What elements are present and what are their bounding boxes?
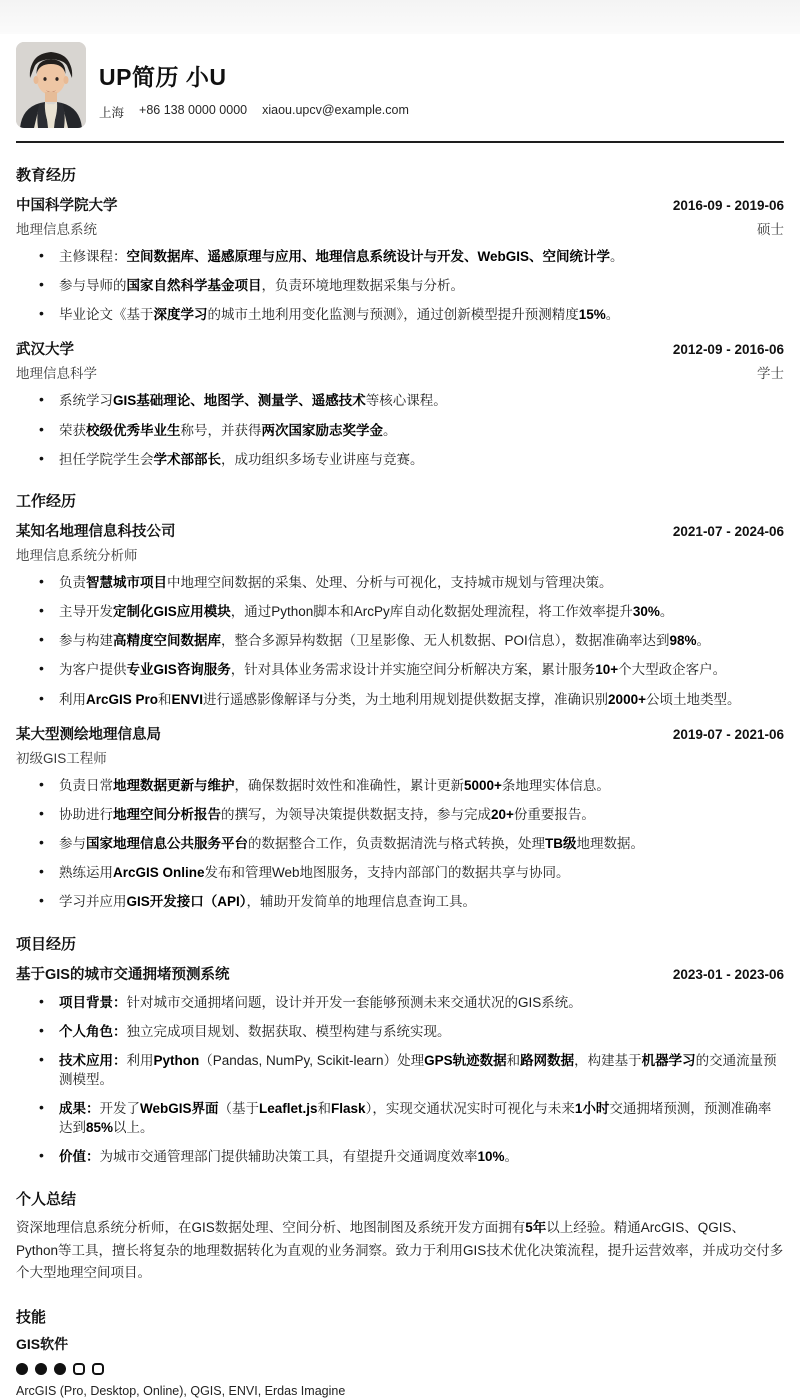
text-segment: 以上。	[113, 1120, 154, 1136]
text-segment: 。	[659, 604, 674, 620]
text-segment: 30%	[632, 604, 660, 620]
skill-group-name: GIS软件	[16, 1336, 69, 1353]
section-title: 教育经历	[16, 167, 77, 184]
skill-level-dot	[16, 1363, 28, 1375]
entry-header	[16, 338, 784, 359]
text-segment: 协助进行	[59, 806, 113, 822]
entry-title: 某知名地理信息科技公司	[16, 523, 176, 540]
header-divider	[16, 141, 784, 143]
text-segment: 为城市交通管理部门提供辅助决策工具，有望提升交通调度效率	[99, 1149, 478, 1165]
bullet-list	[16, 776, 784, 912]
top-band	[0, 0, 800, 34]
text-segment: ，辅助开发简单的地理信息查询工具。	[246, 894, 477, 910]
section-title: 工作经历	[16, 492, 77, 510]
text-segment: 1小时	[574, 1101, 610, 1117]
text-segment: 的交通流量预测模型。	[59, 1052, 777, 1087]
text-segment: 熟练运用	[59, 865, 113, 881]
text-segment: 校级优秀毕业生	[86, 422, 181, 438]
text-segment: 路网数据	[520, 1052, 575, 1068]
header-text-group	[99, 42, 409, 128]
text-segment: Python	[153, 1052, 200, 1068]
bullet-item	[37, 276, 784, 295]
text-segment: 10%	[477, 1149, 505, 1165]
skill-level-dot	[35, 1363, 47, 1375]
text-segment: 10+	[595, 662, 619, 678]
section-title: 项目经历	[16, 935, 77, 953]
text-segment: ，通过Python脚本和ArcPy库自动化数据处理流程，将工作效率提升	[230, 604, 633, 620]
text-segment: 的城市土地利用变化监测与预测》，通过创新模型提升预测精度	[207, 307, 579, 323]
text-segment: 两次国家励志奖学金	[261, 422, 383, 438]
text-segment: 负责	[59, 574, 86, 590]
skill-level-indicator	[16, 1363, 784, 1375]
section-education	[16, 164, 784, 469]
text-segment: 以上经验。精通ArcGIS、QGIS、Python等工具，擅长将复杂的地理数据转化为直观的业务洞察。致力于利用GIS技术优化决策流程，提升运营效率，并成功交付多个大型地理空间项目。	[16, 1219, 784, 1281]
text-segment: TB级	[545, 836, 577, 852]
text-segment: 等核心课程。	[365, 393, 447, 409]
text-segment: 专业GIS咨询服务	[126, 662, 231, 678]
text-segment: 为客户提供	[59, 662, 127, 678]
bullet-item	[37, 776, 784, 795]
bullet-item	[37, 421, 784, 440]
text-segment: 系统学习	[59, 393, 113, 409]
entry-degree: 学士	[757, 366, 784, 382]
profile-photo	[16, 42, 86, 128]
text-segment: 的撰写，为领导决策提供数据支持，参与完成	[221, 806, 491, 822]
entry-header	[16, 963, 784, 984]
skill-level-dot	[92, 1363, 104, 1375]
text-segment: ，确保数据时效性和准确性，累计更新	[234, 777, 464, 793]
bullet-list	[16, 247, 784, 324]
text-segment: 。	[610, 249, 624, 264]
entry-degree: 硕士	[757, 222, 784, 237]
skill-detail: ArcGIS (Pro, Desktop, Online), QGIS, ENVI, Erdas Imagine	[16, 1384, 346, 1398]
text-segment: 个大型政企客户。	[618, 662, 727, 678]
text-segment: 份重要报告。	[513, 806, 595, 822]
text-segment: 和	[158, 691, 172, 707]
text-segment: 负责日常	[59, 777, 113, 793]
text-segment: 地理空间分析报告	[113, 806, 221, 822]
text-segment: 国家自然科学基金项目	[126, 278, 262, 294]
text-segment: 针对城市交通拥堵问题，设计并开发一套能够预测未来交通状况的GIS系统。	[126, 994, 582, 1010]
text-segment: 和	[506, 1052, 521, 1068]
entry-subtitle-row	[16, 544, 784, 564]
text-segment: 荣获	[59, 422, 86, 438]
text-segment: ENVI	[171, 691, 204, 707]
text-segment: 个人角色：	[59, 1023, 127, 1039]
entry-sections	[16, 164, 784, 1167]
text-segment: ArcGIS Online	[113, 865, 205, 881]
bullet-item	[37, 863, 784, 882]
portrait-illustration	[16, 42, 86, 128]
text-segment: Leaflet.js	[259, 1101, 318, 1117]
entry-date: 2019-07 - 2021-06	[672, 726, 784, 742]
entry-subtitle-row	[16, 362, 784, 382]
text-segment: 成果：	[59, 1101, 100, 1117]
text-segment: 担任学院学生会	[59, 451, 154, 467]
resume-header	[16, 42, 784, 128]
text-segment: 主修课程：	[59, 249, 127, 264]
bullet-list	[16, 573, 784, 709]
entry	[16, 963, 784, 1167]
text-segment: 智慧城市项目	[86, 574, 167, 590]
text-segment: 5000+	[464, 777, 502, 793]
text-segment: 项目背景：	[59, 994, 127, 1010]
bullet-list	[16, 993, 784, 1167]
text-segment: 。	[383, 422, 397, 438]
text-segment: 和	[317, 1101, 332, 1117]
text-segment: 98%	[669, 633, 697, 649]
bullet-item	[37, 1147, 784, 1166]
entry-header	[16, 520, 784, 541]
text-segment: 高精度空间数据库	[113, 633, 221, 649]
bullet-item	[37, 834, 784, 853]
text-segment: 空间数据库、遥感原理与应用、地理信息系统设计与开发、WebGIS、空间统计学	[126, 249, 611, 264]
bullet-item	[37, 631, 784, 650]
section-projects	[16, 933, 784, 1167]
bullet-item	[37, 573, 784, 592]
entry-date: 2021-07 - 2024-06	[672, 523, 784, 539]
text-segment: （基于	[218, 1101, 260, 1117]
text-segment: 地理数据。	[576, 836, 644, 852]
text-segment: ，构建基于	[574, 1052, 642, 1068]
text-segment: 中地理空间数据的采集、处理、分析与可视化，支持城市规划与管理决策。	[167, 574, 613, 590]
entry-date: 2016-09 - 2019-06	[672, 198, 784, 213]
text-segment: 利用	[59, 691, 86, 707]
text-segment: 20+	[491, 806, 514, 822]
entry-date: 2023-01 - 2023-06	[672, 966, 784, 982]
text-segment: 5年	[525, 1219, 547, 1235]
bullet-item	[37, 247, 784, 266]
text-segment: 主导开发	[59, 604, 113, 620]
section-title: 技能	[16, 1309, 47, 1327]
text-segment: 参与构建	[59, 633, 113, 649]
entry-title: 中国科学院大学	[16, 198, 118, 214]
entry-subtitle: 地理信息系统	[16, 222, 97, 237]
bullet-item	[37, 391, 784, 410]
skill-level-dot	[54, 1363, 66, 1375]
bullet-item	[37, 892, 784, 911]
entry-header	[16, 194, 784, 215]
text-segment: 称号，并获得	[180, 422, 262, 438]
bullet-item	[37, 660, 784, 679]
section-work	[16, 490, 784, 912]
text-segment: WebGIS界面	[140, 1101, 219, 1117]
text-segment: ，成功组织多场专业讲座与竞赛。	[221, 451, 424, 467]
entry-title: 某大型测绘地理信息局	[16, 726, 161, 743]
text-segment: 国家地理信息公共服务平台	[86, 836, 248, 852]
text-segment: GIS基础理论、地图学、测量学、遥感技术	[113, 393, 366, 409]
text-segment: 参与	[59, 836, 86, 852]
skill-level-dot	[73, 1363, 85, 1375]
bullet-item	[37, 1051, 784, 1089]
bullet-item	[37, 805, 784, 824]
text-segment: ，负责环境地理数据采集与分析。	[261, 278, 464, 294]
text-segment: 深度学习	[153, 307, 208, 323]
text-segment: ，针对具体业务需求设计并实施空间分析解决方案，累计服务	[230, 662, 596, 678]
entry-subtitle: 地理信息系统分析师	[16, 547, 138, 563]
bullet-list	[16, 391, 784, 468]
bullet-item	[37, 690, 784, 709]
text-segment: 公顷土地类型。	[645, 691, 741, 707]
text-segment: 。	[504, 1149, 519, 1165]
entry	[16, 723, 784, 912]
text-segment: 利用	[126, 1052, 154, 1068]
entry-subtitle-row	[16, 747, 784, 767]
text-segment: 15%	[578, 307, 606, 323]
text-segment: 85%	[86, 1120, 114, 1136]
entry-subtitle: 地理信息科学	[16, 366, 97, 382]
text-segment: 资深地理信息系统分析师，在GIS数据处理、空间分析、地图制图及系统开发方面拥有	[16, 1219, 526, 1235]
text-segment: 毕业论文《基于	[59, 307, 154, 323]
text-segment: ArcGIS Pro	[86, 691, 159, 707]
text-segment: 。	[696, 633, 711, 649]
entry	[16, 338, 784, 468]
text-segment: 发布和管理Web地图服务，支持内部部门的数据共享与协同。	[204, 865, 570, 881]
entry	[16, 194, 784, 324]
section-title: 个人总结	[16, 1190, 77, 1208]
entry-header	[16, 723, 784, 744]
section-summary	[16, 1188, 784, 1286]
entry-date: 2012-09 - 2016-06	[672, 342, 784, 358]
text-segment: ），实现交通状况实时可视化与未来	[365, 1101, 575, 1117]
text-segment: （Pandas, NumPy, Scikit-learn）处理	[199, 1052, 425, 1068]
text-segment: GIS开发接口（API）	[126, 894, 247, 910]
contact-row	[99, 103, 409, 121]
entry	[16, 520, 784, 709]
section-skills	[16, 1306, 784, 1398]
text-segment: 学术部部长	[153, 451, 221, 467]
summary-paragraph	[16, 1217, 784, 1286]
text-segment: 的数据整合工作，负责数据清洗与格式转换，处理	[248, 836, 545, 852]
entry-title: 基于GIS的城市交通拥堵预测系统	[16, 966, 230, 983]
contact-location: 上海	[99, 106, 125, 120]
text-segment: GPS轨迹数据	[424, 1052, 507, 1068]
text-segment: 定制化GIS应用模块	[113, 604, 231, 620]
text-segment: 交通拥堵预测，预测准确率达到	[59, 1101, 772, 1136]
text-segment: Flask	[331, 1101, 366, 1117]
text-segment: 技术应用：	[59, 1052, 127, 1068]
text-segment: 参与导师的	[59, 278, 127, 294]
text-segment: ，整合多源异构数据（卫星影像、无人机数据、POI信息），数据准确率达到	[221, 633, 670, 649]
bullet-item	[37, 993, 784, 1012]
contact-email: xiaou.upcv@example.com	[262, 103, 409, 117]
bullet-item	[37, 1022, 784, 1041]
bullet-item	[37, 305, 784, 324]
text-segment: 。	[605, 307, 620, 323]
text-segment: 地理数据更新与维护	[113, 777, 235, 793]
text-segment: 机器学习	[641, 1052, 696, 1068]
text-segment: 开发了	[99, 1101, 140, 1117]
bullet-item	[37, 450, 784, 469]
candidate-name: UP简历 小U	[99, 64, 227, 90]
entry-title: 武汉大学	[16, 342, 74, 359]
entry-subtitle: 初级GIS工程师	[16, 750, 107, 766]
text-segment: 学习并应用	[59, 894, 127, 910]
entry-subtitle-row	[16, 218, 784, 238]
resume-page	[0, 42, 800, 1398]
text-segment: 条地理实体信息。	[501, 777, 610, 793]
text-segment: 进行遥感影像解译与分类，为土地利用规划提供数据支撑，准确识别	[203, 691, 609, 707]
bullet-item	[37, 1099, 784, 1137]
text-segment: 2000+	[608, 691, 646, 707]
text-segment: 独立完成项目规划、数据获取、模型构建与系统实现。	[126, 1023, 451, 1039]
contact-phone: +86 138 0000 0000	[139, 103, 248, 117]
text-segment: 价值：	[59, 1149, 100, 1165]
bullet-item	[37, 602, 784, 621]
